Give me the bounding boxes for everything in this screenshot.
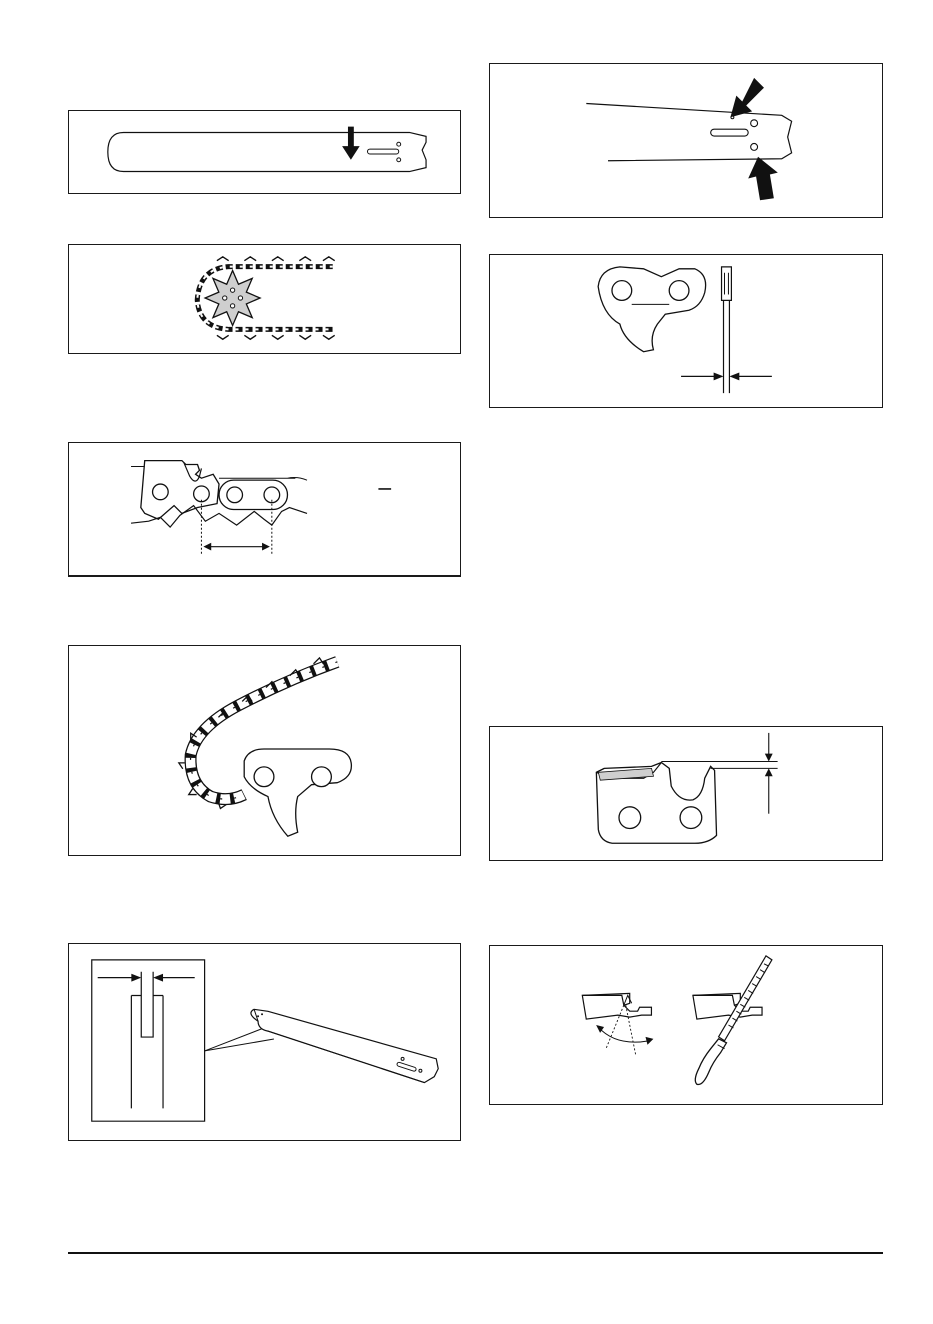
figure-chain-pitch	[68, 442, 461, 577]
saw-chain-cutter-icon	[69, 646, 460, 855]
drive-sprocket-chain-icon	[69, 245, 460, 353]
drive-link-gauge-icon	[490, 255, 882, 407]
figure-depth-gauge-setting	[489, 726, 883, 861]
figure-bar-mount-holes	[489, 63, 883, 218]
depth-gauge-setting-icon	[490, 727, 882, 860]
guide-bar-with-arrow-icon	[69, 111, 460, 193]
figure-chain-loop-cutter	[68, 645, 461, 856]
chain-pitch-measure-icon	[69, 443, 460, 575]
figure-cutter-filing	[489, 945, 883, 1105]
figure-drive-sprocket	[68, 244, 461, 354]
footer-rule	[68, 1252, 883, 1254]
round-file-sharpening-icon	[490, 946, 882, 1104]
bar-mount-holes-arrows-icon	[490, 64, 882, 217]
figure-bar-groove-width	[68, 943, 461, 1141]
bar-groove-width-icon	[69, 944, 460, 1140]
figure-drive-link-gauge	[489, 254, 883, 408]
figure-bar-marking	[68, 110, 461, 194]
